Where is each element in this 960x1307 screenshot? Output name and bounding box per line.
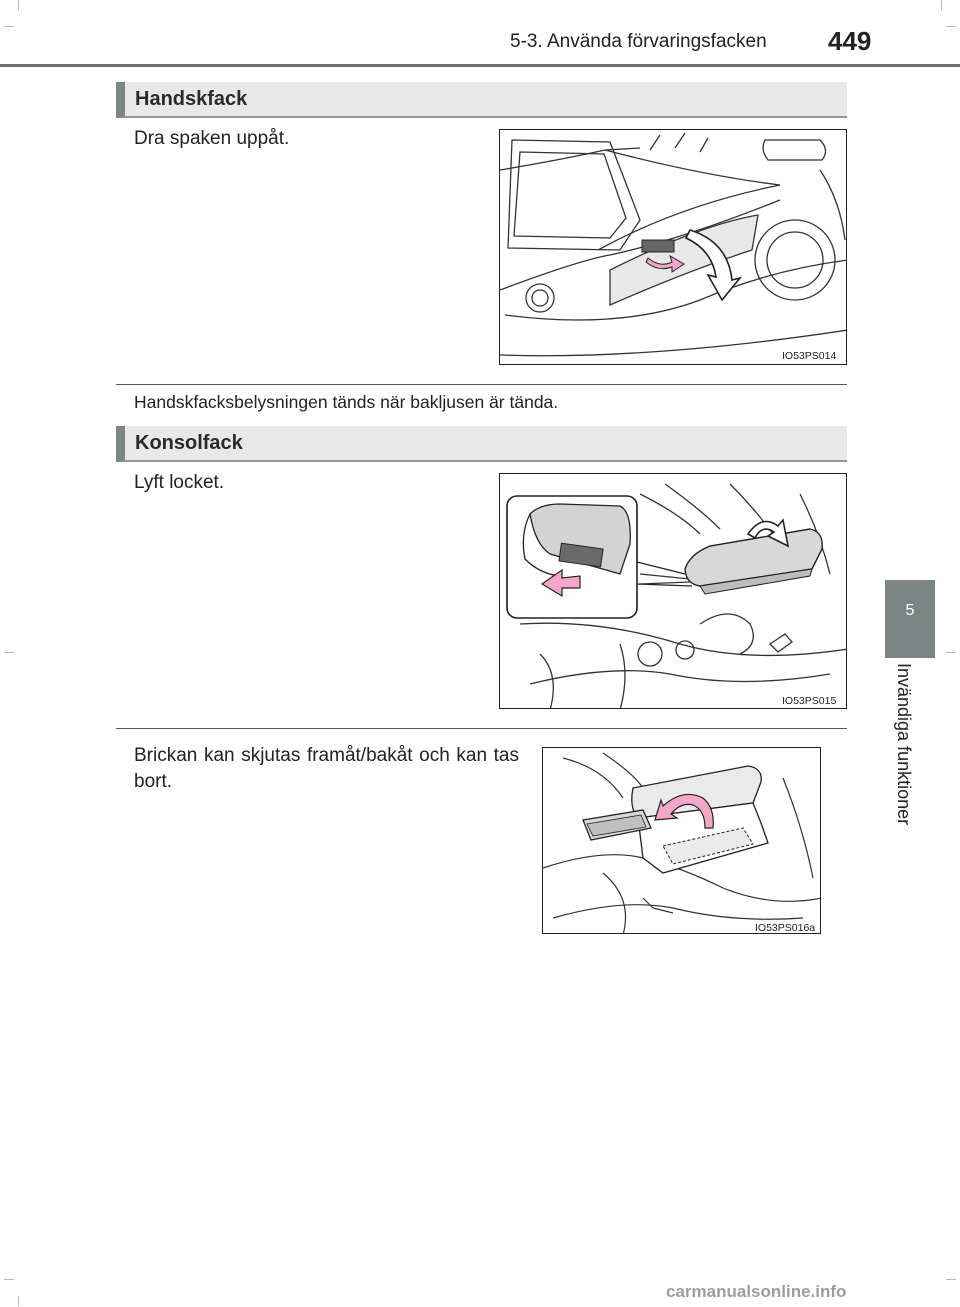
crop-mark bbox=[946, 1279, 956, 1280]
crop-mark bbox=[18, 0, 19, 10]
note-text: Handskfacksbelysningen tänds när bakljusen är tända. bbox=[134, 392, 559, 412]
divider bbox=[116, 384, 847, 385]
section-heading-console bbox=[116, 426, 847, 462]
section-heading-glovebox bbox=[116, 82, 847, 118]
crop-mark bbox=[941, 0, 942, 10]
chapter-number: 5 bbox=[905, 602, 915, 619]
watermark: carmanualsonline.info bbox=[666, 1282, 847, 1301]
crop-mark bbox=[18, 1296, 19, 1306]
page-number: 449 bbox=[828, 26, 872, 56]
tray-drawing bbox=[543, 748, 821, 934]
figure-code: IO53PS016a bbox=[755, 922, 816, 934]
tray-illustration bbox=[542, 747, 821, 934]
console-drawing bbox=[500, 474, 847, 709]
crop-mark bbox=[946, 652, 956, 653]
section-heading-text: Handskfack bbox=[135, 88, 248, 110]
section-heading-text: Konsolfack bbox=[135, 432, 243, 454]
crop-mark bbox=[4, 1279, 14, 1280]
figure-code: IO53PS015 bbox=[782, 695, 837, 707]
instruction-text: Lyft locket. bbox=[134, 472, 225, 493]
crop-mark bbox=[4, 652, 14, 653]
chapter-title: 5-3. Använda förvaringsfacken bbox=[510, 31, 767, 52]
console-illustration bbox=[499, 473, 847, 709]
chapter-label: Invändiga funktioner bbox=[894, 663, 914, 826]
glovebox-illustration bbox=[499, 129, 847, 365]
glovebox-drawing bbox=[500, 130, 847, 365]
chapter-tab bbox=[885, 580, 935, 658]
divider bbox=[116, 728, 847, 729]
crop-mark bbox=[4, 26, 14, 27]
note-text: Brickan kan skjutas framåt/bakåt och kan tas bort. bbox=[134, 745, 519, 792]
figure-code: IO53PS014 bbox=[782, 350, 837, 362]
instruction-text: Dra spaken uppåt. bbox=[134, 128, 290, 149]
crop-mark bbox=[946, 26, 956, 27]
header-rule bbox=[0, 64, 960, 67]
